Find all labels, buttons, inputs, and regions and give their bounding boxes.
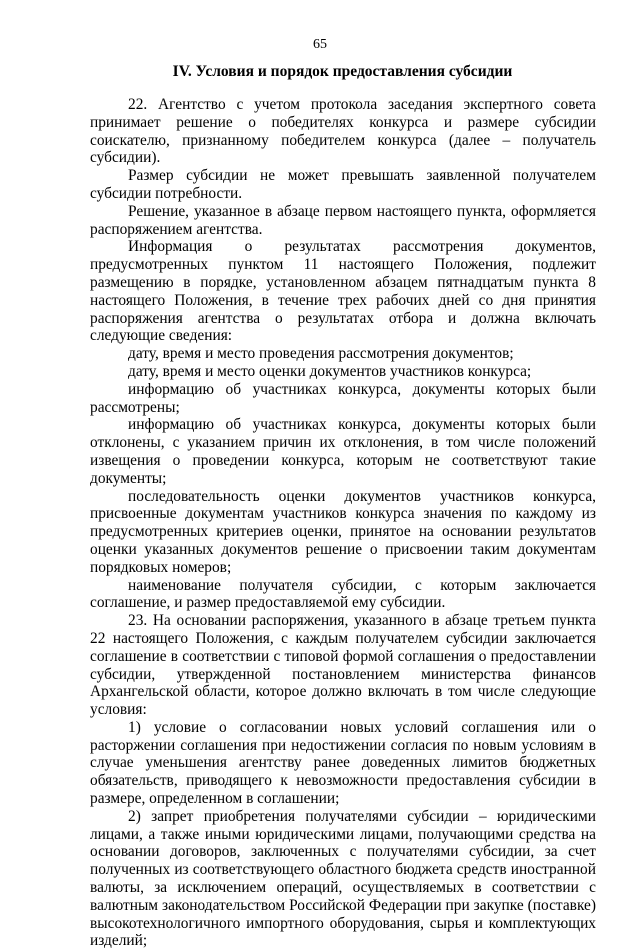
paragraph-23-agreement: 23. На основании распоряжения, указанного в абзаце третьем пункта 22 настоящего Положения, с каждым получателем субсидии заключается соглашение в соответствии с типовой формой соглашения о предоставлении субсидии, утвержденной постановлением министерства финансов Архангельской области, которое должно включать в том числе следующие условия: — [90, 612, 596, 719]
condition-2-currency-ban: 2) запрет приобретения получателями субсидии – юридическими лицами, а также иными юридическими лицами, получающими средства на основании договоров, заключенных с получателями субсидии, за счет полученных из соответствующего областного бюджета средств иностранной валюты, за исключением операций, осуществляемых в соответствии с валютным законодательством Российской Федерации при закупке (поставке) высокотехнологичного импортного оборудования, сырья и комплектующих изделий; — [90, 807, 596, 950]
list-item-reviewed-participants: информацию об участниках конкурса, документы которых были рассмотрены; — [90, 380, 596, 416]
condition-1-agreement-terms: 1) условие о согласовании новых условий соглашения или о расторжении соглашения при недостижении согласия по новым условиям в случае уменьшения агентству ранее доведенных лимитов бюджетных обязательств, приводящего к невозможности предоставления субсидии в размере, определенном в соглашении; — [90, 718, 596, 808]
section-title: IV. Условия и порядок предоставления субсидии — [172, 63, 513, 80]
body-text — [90, 96, 596, 950]
paragraph-subsidy-limit: Размер субсидии не может превышать заявленной получателем субсидии потребности. — [90, 167, 596, 202]
paragraph-22-decision: 22. Агентство с учетом протокола заседания экспертного совета принимает решение о победителях конкурса и размере субсидии соискателю, признанному победителем конкурса (далее – получатель субсидии). — [90, 96, 596, 167]
paragraph-results-info: Информация о результатах рассмотрения документов, предусмотренных пунктом 11 настоящего Положения, подлежит размещению в порядке, установленном абзацем пятнадцатым пункта 8 настоящего Положения, в течение трех рабочих дней со дня принятия распоряжения агентства о результатах отбора и должна включать следующие сведения: — [90, 238, 596, 345]
list-item-evaluation-sequence: последовательность оценки документов участников конкурса, присвоенные документам участников конкурса значения по каждому из предусмотренных критериев оценки, принятое на основании результатов оценки указанных документов решение о присвоении таким документам порядковых номеров; — [90, 487, 596, 576]
list-item-review-date: дату, время и место проведения рассмотрения документов; — [128, 345, 514, 363]
paragraph-decision-form: Решение, указанное в абзаце первом настоящего пункта, оформляется распоряжением агентства. — [90, 202, 596, 238]
list-item-evaluation-date: дату, время и место оценки документов участников конкурса; — [128, 362, 532, 380]
page-number: 65 — [313, 37, 327, 52]
list-item-recipient-name: наименование получателя субсидии, с которым заключается соглашение, и размер предоставляемой ему субсидии. — [90, 576, 596, 612]
list-item-rejected-participants: информацию об участниках конкурса, документы которых были отклонены, с указанием причин их отклонения, в том числе положений извещения о проведении конкурса, которым не соответствуют такие документы; — [90, 416, 596, 487]
